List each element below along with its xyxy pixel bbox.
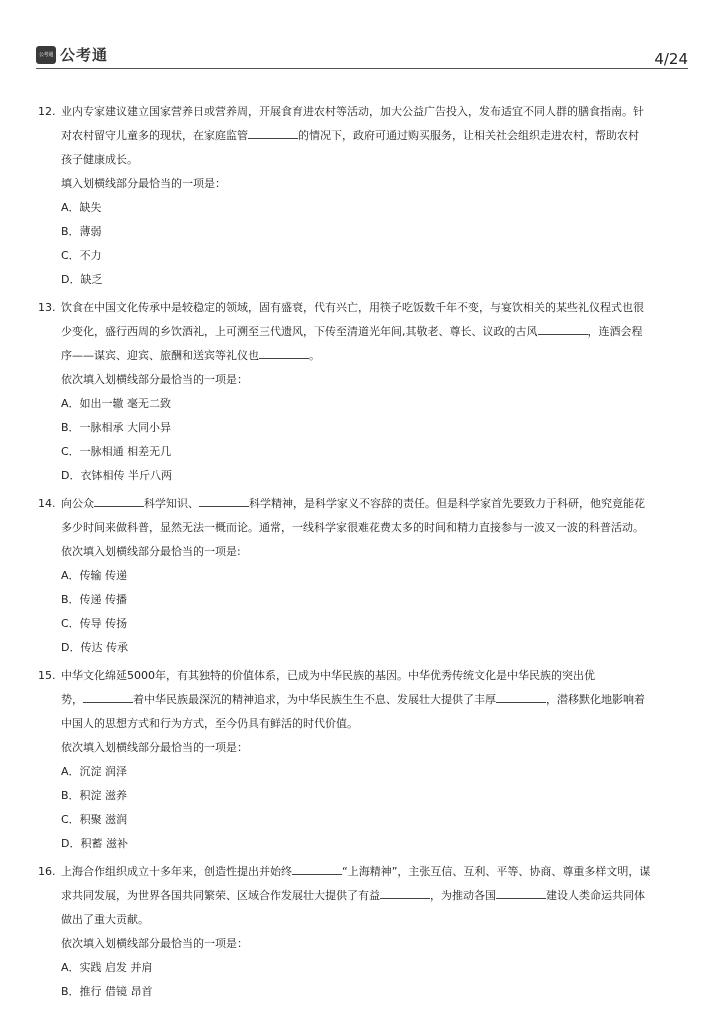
question-13 (38, 296, 690, 488)
question-text: “上海精神”，主张互信、互利、平等、协商、尊重多样文明，谋 (342, 865, 651, 878)
question-text: 。 (309, 349, 320, 362)
question-text: ，潜移默化地影响着 (546, 693, 645, 706)
question-text: 中华文化绵延5000年，有其独特的价值体系，已成为中华民族的基因。中华优秀传统文化是中华民族的突出优 (61, 669, 595, 682)
page-header (0, 0, 724, 72)
question-prompt: 填入划横线部分最恰当的一项是： (61, 177, 226, 190)
fill-blank (380, 888, 430, 899)
question-number: 16. (38, 865, 56, 878)
option-a[interactable]: A．实践 启发 并肩 (61, 961, 153, 974)
option-a[interactable]: A．沉淀 润泽 (61, 765, 128, 778)
question-text: 饮食在中国文化传承中是较稳定的领域，固有盛衰，代有兴亡，用筷子吃饭数千年不变，与宴饮相关的某些礼仪程式也很 (61, 301, 644, 314)
question-text: 中国人的思想方式和行为方式，至今仍具有鲜活的时代价值。 (61, 717, 358, 730)
brand-logo (36, 44, 108, 65)
question-prompt: 依次填入划横线部分最恰当的一项是： (61, 741, 248, 754)
option-a[interactable]: A．如出一辙 毫无二致 (61, 397, 172, 410)
fill-blank (259, 348, 309, 359)
page-number: 4/24 (654, 50, 688, 68)
question-text: 着中华民族最深沉的精神追求，为中华民族生生不息、发展壮大提供了丰厚 (133, 693, 496, 706)
fill-blank (94, 496, 144, 507)
question-text: ，连酒会程 (587, 325, 643, 338)
question-text: 向公众 (61, 497, 94, 510)
question-text: 少变化，盛行西周的乡饮酒礼，上可溯至三代遗风，下传至清道光年间,其敬老、尊长、议政的古风 (61, 325, 538, 338)
question-text: 孩子健康成长。 (61, 153, 138, 166)
question-text: 势， (61, 693, 83, 706)
fill-blank (538, 324, 588, 335)
option-b[interactable]: B．薄弱 (61, 225, 102, 238)
question-prompt: 依次填入划横线部分最恰当的一项是： (61, 937, 248, 950)
question-text: 序——谋宾、迎宾、旅酬和送宾等礼仪也 (61, 349, 259, 362)
question-number: 14. (38, 497, 56, 510)
fill-blank (496, 888, 546, 899)
question-text: 建设人类命运共同体 (546, 889, 645, 902)
option-b[interactable]: B．一脉相承 大同小异 (61, 421, 172, 434)
question-text: 多少时间来做科普，显然无法一概而论。通常，一线科学家很难花费太多的时间和精力直接参与一波又一波的科普活动。 (61, 521, 644, 534)
header-divider (36, 68, 688, 69)
fill-blank (83, 692, 133, 703)
option-b[interactable]: B．积淀 滋养 (61, 789, 128, 802)
option-b[interactable]: B．推行 借镜 昂首 (61, 985, 153, 998)
question-14 (38, 492, 690, 660)
option-a[interactable]: A．缺失 (61, 201, 102, 214)
question-number: 12. (38, 105, 56, 118)
question-15 (38, 664, 690, 856)
question-text: 做出了重大贡献。 (61, 913, 149, 926)
question-text: 的情况下，政府可通过购买服务，让相关社会组织走进农村，帮助农村 (298, 129, 639, 142)
question-text: 业内专家建议建立国家营养日或营养周，开展食育进农村等活动，加大公益广告投入，发布适宜不同人群的膳食指南。针 (61, 105, 644, 118)
option-d[interactable]: D．衣钵相传 半斤八两 (61, 469, 172, 482)
question-number: 15. (38, 669, 56, 682)
question-prompt: 依次填入划横线部分最恰当的一项是: (61, 545, 241, 558)
question-number: 13. (38, 301, 56, 314)
question-text: 对农村留守儿童多的现状，在家庭监管 (61, 129, 248, 142)
brand-name: 公考通 (60, 46, 109, 64)
question-12 (38, 100, 690, 292)
question-text: 上海合作组织成立十多年来，创造性提出并始终 (61, 865, 292, 878)
fill-blank (199, 496, 249, 507)
question-list (38, 100, 690, 1008)
option-b[interactable]: B．传递 传播 (61, 593, 128, 606)
option-a[interactable]: A．传输 传递 (61, 569, 128, 582)
question-text: ，为推动各国 (430, 889, 496, 902)
question-prompt: 依次填入划横线部分最恰当的一项是： (61, 373, 248, 386)
option-c[interactable]: C．积聚 滋润 (61, 813, 128, 826)
option-d[interactable]: D．传达 传承 (61, 641, 128, 654)
fill-blank (248, 128, 298, 139)
option-d[interactable]: D．积蓄 滋补 (61, 837, 128, 850)
option-c[interactable]: C．一脉相通 相差无几 (61, 445, 172, 458)
logo-icon: 公考通 (36, 46, 56, 64)
option-c[interactable]: C．不力 (61, 249, 102, 262)
fill-blank (496, 692, 546, 703)
fill-blank (292, 864, 342, 875)
question-text: 科学精神，是科学家义不容辞的责任。但是科学家首先要致力于科研，他究竟能花 (249, 497, 645, 510)
question-16 (38, 860, 690, 1004)
question-text: 科学知识、 (144, 497, 199, 510)
question-text: 求共同发展，为世界各国共同繁荣、区域合作发展壮大提供了有益 (61, 889, 380, 902)
option-c[interactable]: C．传导 传扬 (61, 617, 128, 630)
option-d[interactable]: D．缺乏 (61, 273, 103, 286)
